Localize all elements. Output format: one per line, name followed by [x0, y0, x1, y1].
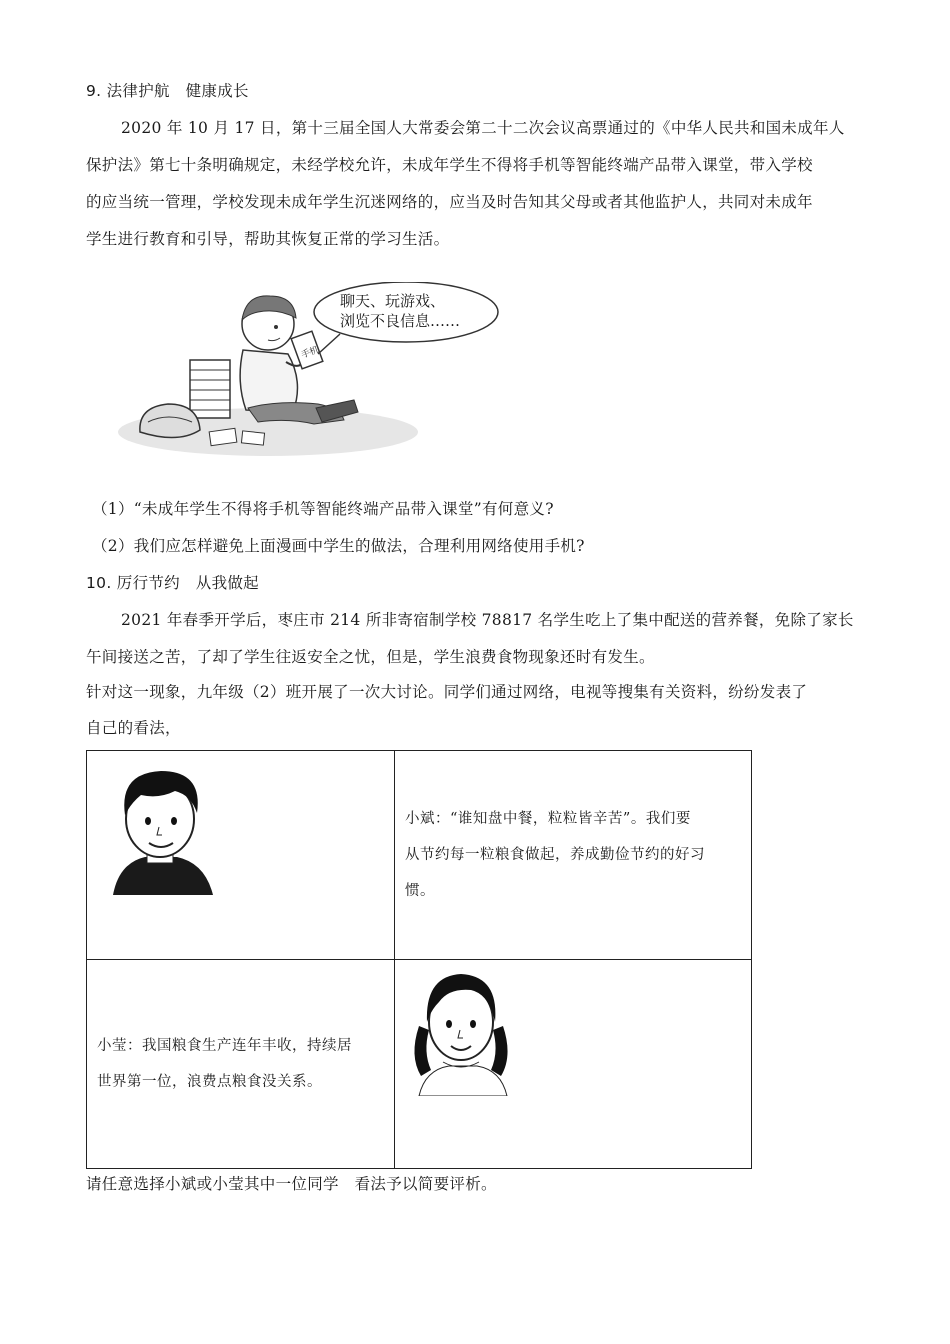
- xiaoying-opinion: [87, 1028, 394, 1100]
- girl-portrait: [409, 966, 513, 1096]
- q10-para-line-2: 午间接送之苦，了却了学生往返安全之忧，但是，学生浪费食物现象还时有发生。: [86, 648, 655, 666]
- xiaobin-line-1: 小斌：“谁知盘中餐，粒粒皆辛苦”。我们要: [405, 811, 691, 827]
- paper-sheet: [209, 428, 237, 445]
- xiaoying-line-1: 小莹：我国粮食生产连年丰收，持续居: [97, 1038, 352, 1054]
- q10-para2-line-1: 针对这一现象，九年级（2）班开展了一次大讨论。同学们通过网络，电视等搜集有关资料，纷纷发表了: [86, 683, 808, 701]
- xiaoying-opinion-cell: [87, 960, 395, 1169]
- q9-para-line-4: 学生进行教育和引导，帮助其恢复正常的学习生活。: [86, 230, 450, 248]
- q9-para-line-1: 2020 年 10 月 17 日，第十三届全国人大常委会第二十二次会议高票通过的《中华人民共和国未成年人: [121, 119, 845, 137]
- xiaobin-line-2: 从节约每一粒粮食做起，养成勤俭节约的好习: [405, 847, 705, 863]
- q9-subquestion-2: （2）我们应怎样避免上面漫画中学生的做法，合理利用网络使用手机?: [92, 537, 585, 555]
- bubble-text-line-1: 聊天、玩游戏、: [340, 292, 446, 310]
- q9-subquestion-1: （1）“未成年学生不得将手机等智能终端产品带入课堂”有何意义?: [92, 500, 554, 518]
- xiaobin-opinion: [395, 801, 751, 909]
- phone-label: 手机: [300, 345, 321, 361]
- q10-title: 10. 厉行节约 从我做起: [86, 574, 259, 592]
- bubble-text-line-2: 浏览不良信息……: [340, 312, 461, 330]
- q9-para-line-2: 保护法》第七十条明确规定，未经学校允许，未成年学生不得将手机等智能终端产品带入课堂，带入学校: [86, 156, 813, 174]
- q10-para-line-1: 2021 年春季开学后，枣庄市 214 所非寄宿制学校 78817 名学生吃上了集中配送的营养餐，免除了家长: [121, 611, 854, 629]
- student-phone-cartoon: [118, 282, 508, 462]
- paper-sheet: [241, 431, 264, 445]
- boy-portrait: [105, 765, 217, 895]
- xiaobin-opinion-cell: [395, 751, 752, 960]
- q9-para-line-3: 的应当统一管理，学校发现未成年学生沉迷网络的，应当及时告知其父母或者其他监护人，共同对未成年: [86, 193, 813, 211]
- xiaobin-portrait-cell: [87, 751, 395, 960]
- q10-para2-line-2: 自己的看法，: [86, 719, 181, 737]
- xiaoying-portrait-cell: [395, 960, 752, 1169]
- q9-title: 9. 法律护航 健康成长: [86, 82, 249, 100]
- book-stack: [190, 360, 230, 418]
- speech-bubble: [314, 282, 498, 354]
- xiaoying-line-2: 世界第一位，浪费点粮食没关系。: [97, 1074, 322, 1090]
- opinions-table: [86, 750, 752, 1169]
- q10-task: 请任意选择小斌或小莹其中一位同学 看法予以简要评析。: [86, 1175, 497, 1193]
- xiaobin-line-3: 惯。: [405, 883, 435, 899]
